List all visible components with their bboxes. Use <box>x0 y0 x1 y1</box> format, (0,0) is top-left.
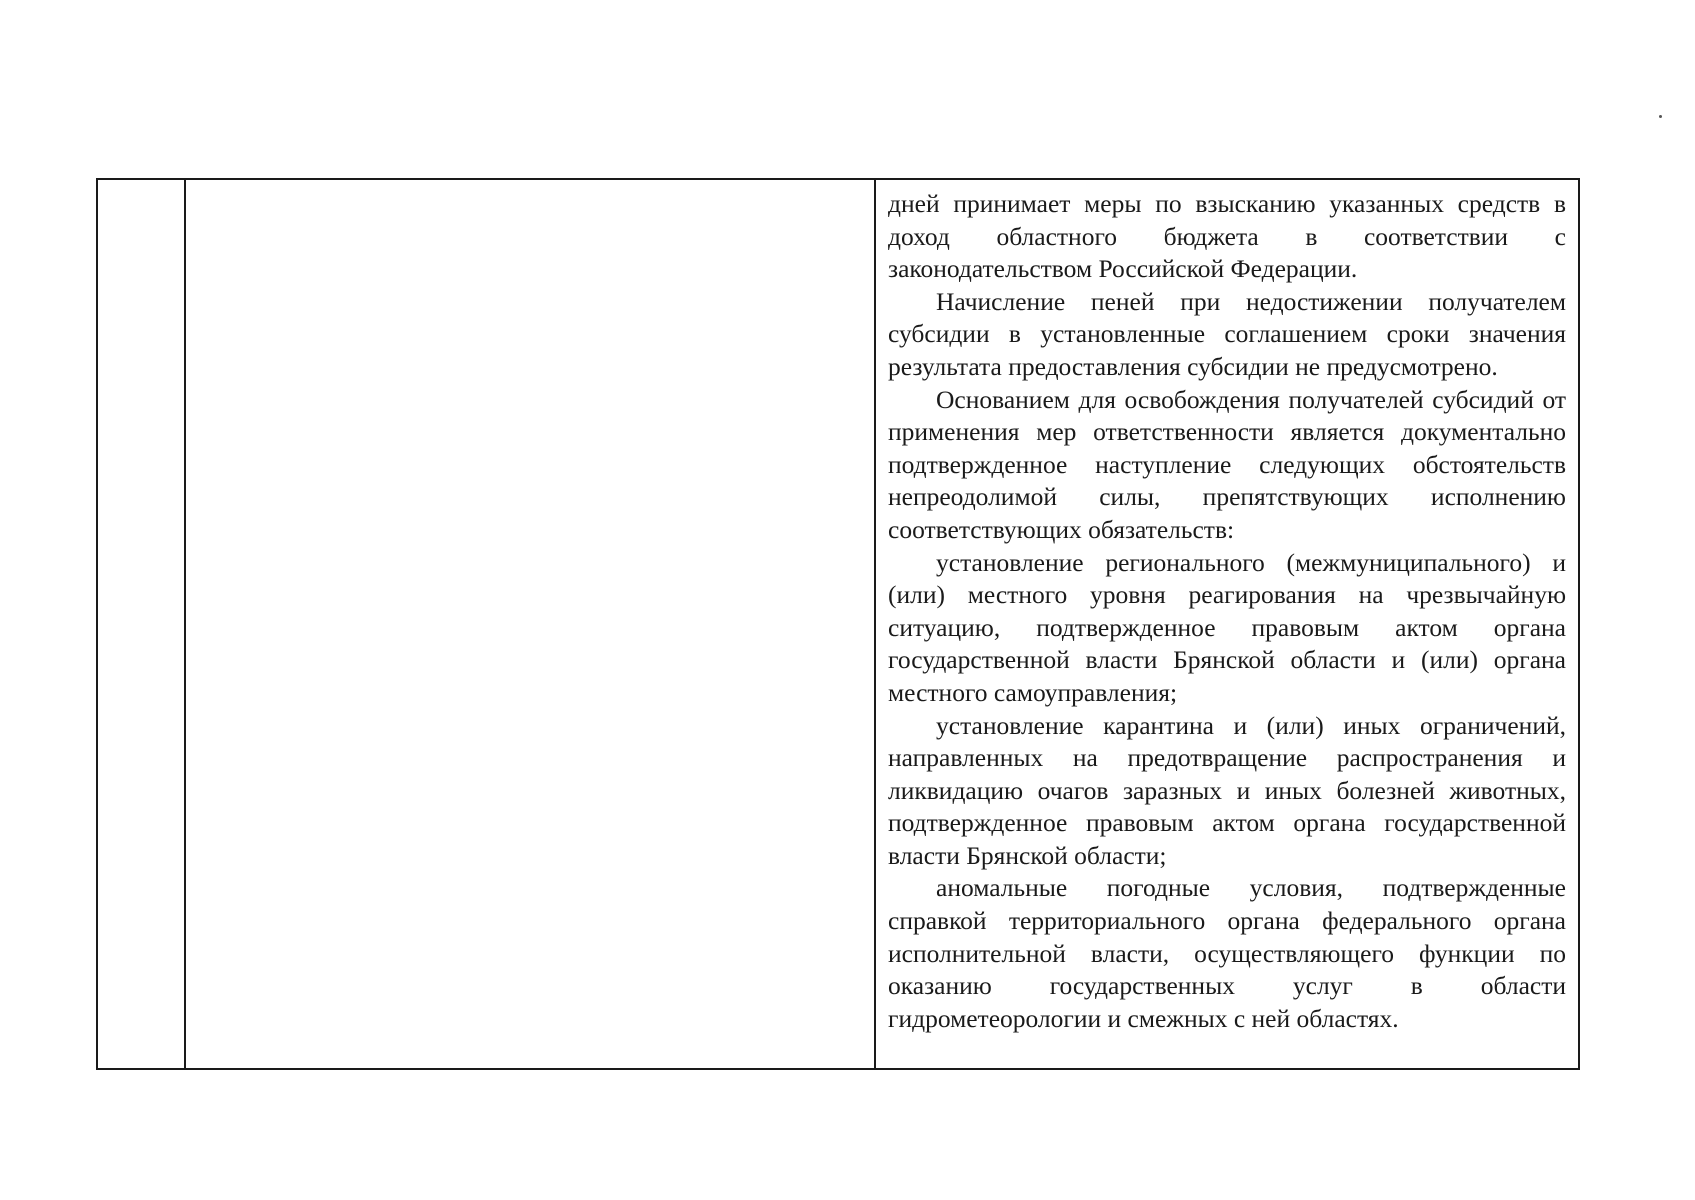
paragraph-exemption-basis: Основанием для освобождения получателей субсидий от применения мер ответственности является документально подтвержденное наступление следующих обстоятельств непреодолимой силы, препятствующих исполнению соответствующих обязательств: <box>888 384 1566 544</box>
table-cell-number <box>98 180 186 1068</box>
document-table <box>96 178 1580 1070</box>
paragraph-penalties: Начисление пеней при недостижении получателем субсидии в установленные соглашением сроки значения результата предоставления субсидии не предусмотрено. <box>888 286 1566 381</box>
paragraph-recovery-measures: дней принимает меры по взысканию указанных средств в доход областного бюджета в соответствии с законодательством Российской Федерации. <box>888 189 1566 284</box>
table-cell-empty <box>186 180 876 1068</box>
paragraph-weather: аномальные погодные условия, подтвержденные справкой территориального органа федерального органа исполнительной власти, осуществляющего функции по оказанию государственных услуг в области гидрометеорологии и смежных с ней областях. <box>888 873 1566 1033</box>
scan-speck <box>1659 115 1662 118</box>
paragraph-emergency: установление регионального (межмуниципального) и (или) местного уровня реагирования на чрезвычайную ситуацию, подтвержденное правовым актом органа государственной власти Брянской области и (или) органа местного самоуправления; <box>888 547 1566 707</box>
paragraph-quarantine: установление карантина и (или) иных ограничений, направленных на предотвращение распространения и ликвидацию очагов заразных и иных болезней животных, подтвержденное правовым актом органа государственной власти Брянской области; <box>888 710 1566 870</box>
table-cell-text <box>876 180 1578 1068</box>
